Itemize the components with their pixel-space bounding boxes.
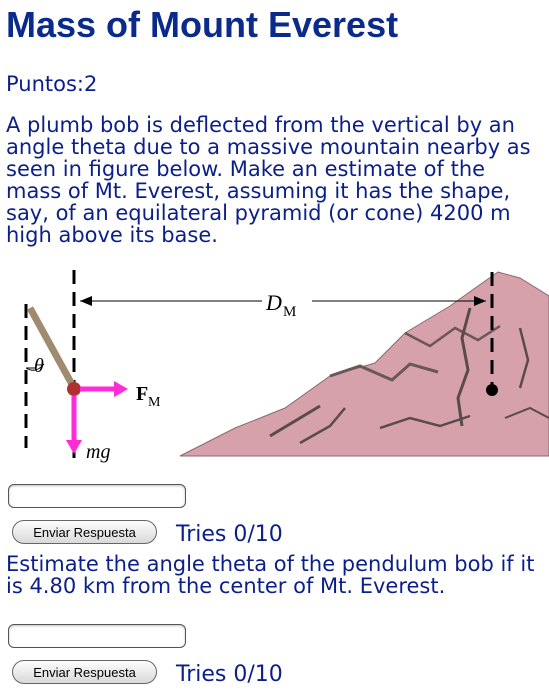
mountain-shape <box>180 272 549 456</box>
tries-counter-1: Tries 0/10 <box>176 522 283 547</box>
force-label: F <box>136 383 149 405</box>
theta-label: θ <box>34 355 44 377</box>
distance-label-sub: M <box>283 304 297 320</box>
answer-input-1[interactable] <box>8 484 186 508</box>
question-2-text: Estimate the angle theta of the pendulum bob if it is 4.80 km from the center of Mt. Everest. <box>6 552 535 598</box>
points-label: Puntos:2 <box>6 72 98 96</box>
question-1-text: A plumb bob is deflected from the vertical by an angle theta due to a massive mountain nearby as seen in figure below. Make an estimate of the mass of Mt. Everest, assuming it has the shape, say, of an equilateral pyramid (or cone) 4200 m high above its base. <box>6 113 531 247</box>
plumb-bob-figure <box>0 268 549 463</box>
distance-label: D <box>266 290 282 315</box>
page-title: Mass of Mount Everest <box>6 4 399 45</box>
submit-button-2[interactable]: Enviar Respuesta <box>12 660 157 684</box>
answer-input-2[interactable] <box>8 624 186 648</box>
submit-button-1[interactable]: Enviar Respuesta <box>12 520 157 544</box>
tries-counter-2: Tries 0/10 <box>176 662 283 687</box>
pendulum-bob <box>67 382 81 396</box>
force-label-sub: M <box>148 395 161 410</box>
weight-label: mg <box>86 441 111 463</box>
